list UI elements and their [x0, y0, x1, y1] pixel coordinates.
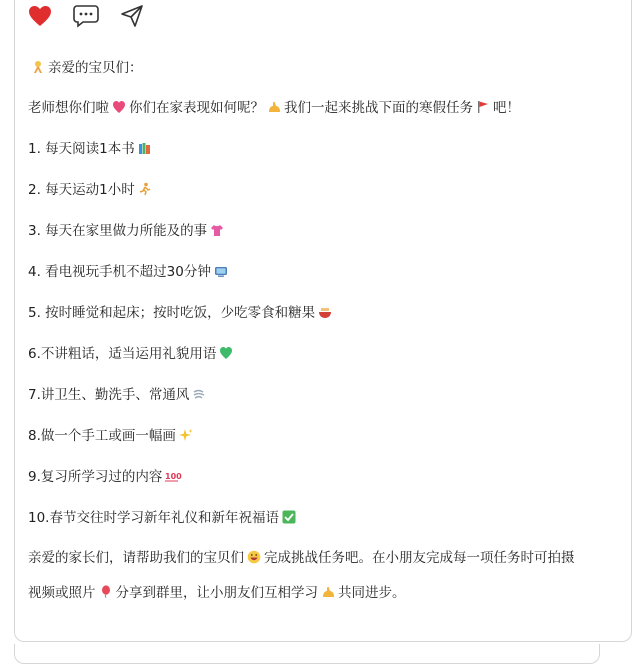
heart-emoji-icon — [112, 100, 126, 114]
sparkles-icon — [179, 428, 193, 442]
heart-icon[interactable] — [26, 2, 54, 30]
task-item-7 — [28, 385, 209, 405]
intro-text-d: 吧！ — [493, 100, 520, 116]
post-action-bar — [26, 2, 146, 30]
card-right-border — [631, 0, 632, 40]
tv-icon — [214, 264, 228, 278]
task-text: 8.做一个手工或画一幅画 — [28, 428, 176, 444]
task-item-8 — [28, 426, 196, 446]
task-text: 7.讲卫生、勤洗手、常通风 — [28, 387, 190, 403]
wind-icon — [192, 387, 206, 401]
intro-text-b: 你们在家表现如何呢？ — [129, 100, 264, 116]
ribbon-icon — [31, 60, 45, 74]
greeting-text: 亲爱的宝贝们： — [48, 60, 143, 76]
closing-text-a: 亲爱的家长们，请帮助我们的宝贝们 — [28, 550, 244, 566]
task-text: 9.复习所学习过的内容 — [28, 469, 163, 485]
share-icon[interactable] — [118, 2, 146, 30]
books-icon — [138, 141, 152, 155]
check-mark-icon — [282, 510, 296, 524]
muscle-icon-2 — [321, 585, 335, 599]
greeting-line — [28, 58, 143, 78]
task-item-3 — [28, 221, 227, 241]
task-item-6 — [28, 344, 236, 364]
svg-text:100: 100 — [165, 472, 183, 481]
task-item-10 — [28, 508, 299, 528]
task-item-9 — [28, 467, 182, 487]
closing-text-c: 视频或照片 — [28, 585, 96, 601]
comment-icon[interactable] — [72, 2, 100, 30]
intro-text-c: 我们一起来挑战下面的寒假任务 — [284, 100, 473, 116]
hundred-icon — [165, 469, 183, 483]
task-item-4 — [28, 262, 231, 282]
noodle-bowl-icon — [318, 305, 332, 319]
smile-icon — [247, 550, 261, 564]
closing-text-d: 分享到群里，让小朋友们互相学习 — [115, 585, 318, 601]
task-text: 2. 每天运动1小时 — [28, 182, 135, 198]
task-item-5 — [28, 303, 335, 323]
closing-line-2 — [28, 583, 406, 603]
task-text: 3. 每天在家里做力所能及的事 — [28, 223, 208, 239]
intro-text-a: 老师想你们啦 — [28, 100, 109, 116]
task-text: 1. 每天阅读1本书 — [28, 141, 135, 157]
task-text: 4. 看电视玩手机不超过30分钟 — [28, 264, 211, 280]
green-heart-icon — [219, 346, 233, 360]
task-text: 6.不讲粗话，适当运用礼貌用语 — [28, 346, 217, 362]
card-left-border — [14, 0, 15, 40]
closing-text-e: 共同进步。 — [338, 585, 406, 601]
shirt-icon — [210, 223, 224, 237]
closing-text-b: 完成挑战任务吧。在小朋友完成每一项任务时可拍摄 — [264, 550, 575, 566]
flag-icon — [476, 100, 490, 114]
balloon-icon — [99, 585, 113, 599]
running-icon — [138, 182, 152, 196]
closing-line-1 — [28, 548, 575, 568]
task-text: 10.春节交往时学习新年礼仪和新年祝福语 — [28, 510, 279, 526]
task-item-1 — [28, 139, 155, 159]
intro-line — [28, 98, 520, 118]
task-text: 5. 按时睡觉和起床；按时吃饭，少吃零食和糖果 — [28, 305, 316, 321]
card-stack-shadow — [14, 644, 600, 664]
task-item-2 — [28, 180, 155, 200]
muscle-icon — [267, 100, 281, 114]
